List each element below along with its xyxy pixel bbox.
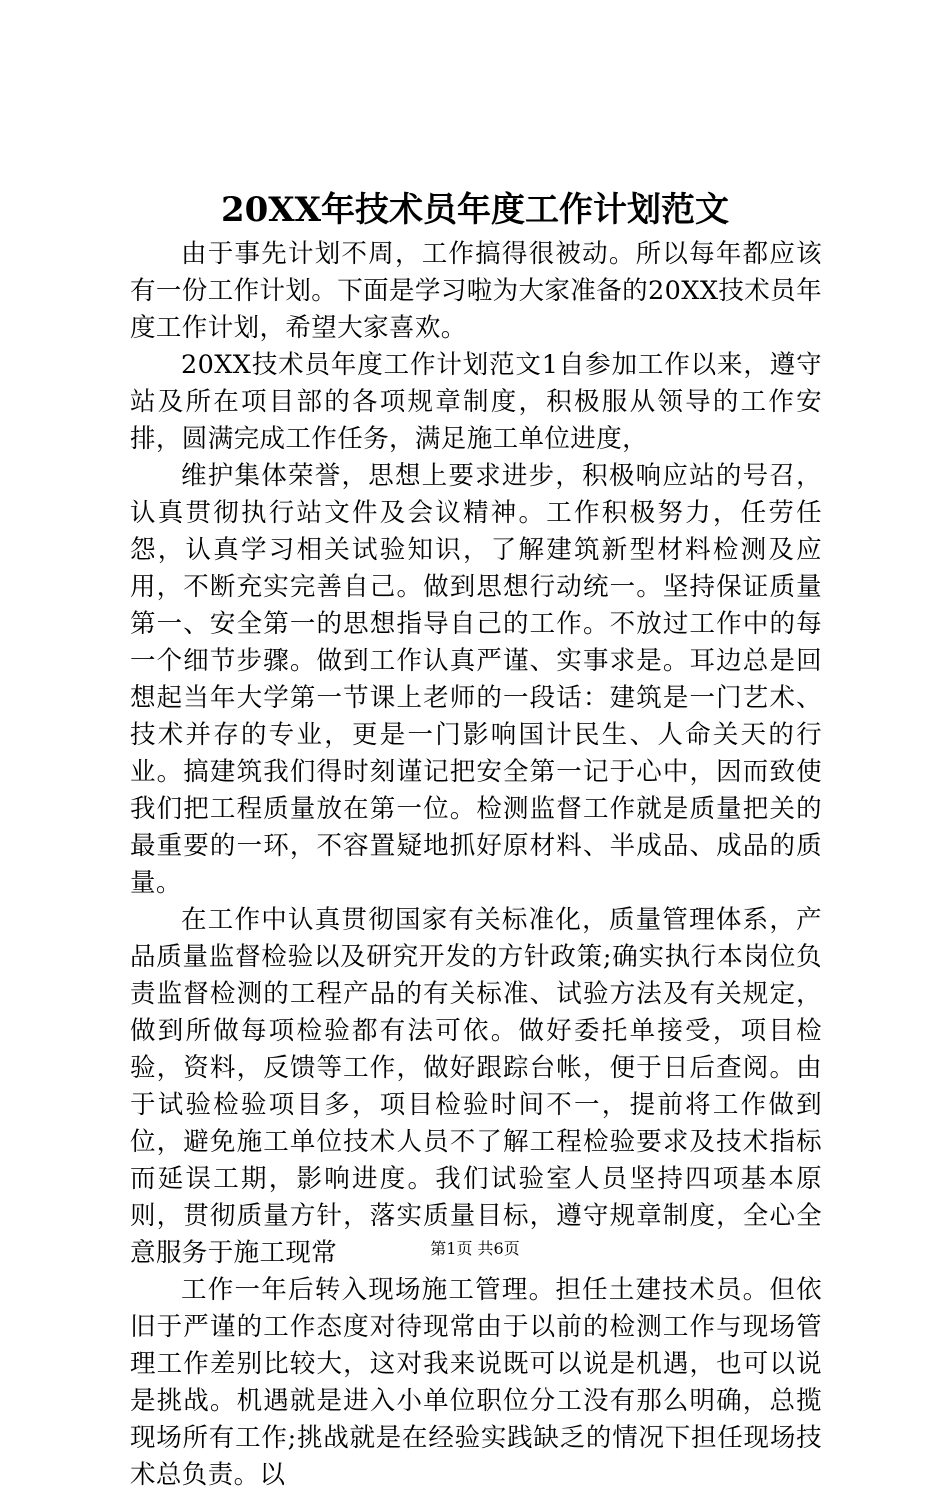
document-body xyxy=(130,236,822,1494)
paragraph-4: 工作一年后转入现场施工管理。担任土建技术员。但依旧于严谨的工作态度对待现常由于以前的检测工作与现场管理工作差别比较大，这对我来说既可以说是机遇，也可以说是挑战。机遇就是进入小单位职位分工没有那么明确，总揽现场所有工作;挑战就是在经验实践缺乏的情况下担任现场技术总负责。以 xyxy=(130,1275,822,1490)
paragraph-3: 在工作中认真贯彻国家有关标准化，质量管理体系，产品质量监督检验以及研究开发的方针政策;确实执行本岗位负责监督检测的工程产品的有关标准、试验方法及有关规定，做到所做每项检验都有法可依。做好委托单接受，项目检验，资料，反馈等工作，做好跟踪台帐，便于日后查阅。由于试验检验项目多，项目检验时间不一，提前将工作做到位，避免施工单位技术人员不了解工程检验要求及技术指标而延误工期，影响进度。我们试验室人员坚持四项基本原则，贯彻质量方针，落实质量目标，遵守规章制度，全心全意服务于施工现常 xyxy=(130,905,822,1268)
paragraph-2: 维护集体荣誉，思想上要求进步，积极响应站的号召，认真贯彻执行站文件及会议精神。工作积极努力，任劳任怨，认真学习相关试验知识，了解建筑新型材料检测及应用，不断充实完善自己。做到思想行动统一。坚持保证质量第一、安全第一的思想指导自己的工作。不放过工作中的每一个细节步骤。做到工作认真严谨、实事求是。耳边总是回想起当年大学第一节课上老师的一段话：建筑是一门艺术、技术并存的专业，更是一门影响国计民生、人命关天的行业。搞建筑我们得时刻谨记把安全第一记于心中，因而致使我们把工程质量放在第一位。检测监督工作就是质量把关的最重要的一环，不容置疑地抓好原材料、半成品、成品的质量。 xyxy=(130,461,822,898)
page-footer: 第1页 共6页 xyxy=(430,1239,520,1258)
paragraph-1: 20XX技术员年度工作计划范文1自参加工作以来，遵守站及所在项目部的各项规章制度，积极服从领导的工作安排，圆满完成工作任务，满足施工单位进度， xyxy=(130,350,822,454)
document-title: 20XX年技术员年度工作计划范文 xyxy=(220,190,730,230)
paragraph-intro: 由于事先计划不周，工作搞得很被动。所以每年都应该有一份工作计划。下面是学习啦为大家准备的20XX技术员年度工作计划，希望大家喜欢。 xyxy=(130,239,822,343)
